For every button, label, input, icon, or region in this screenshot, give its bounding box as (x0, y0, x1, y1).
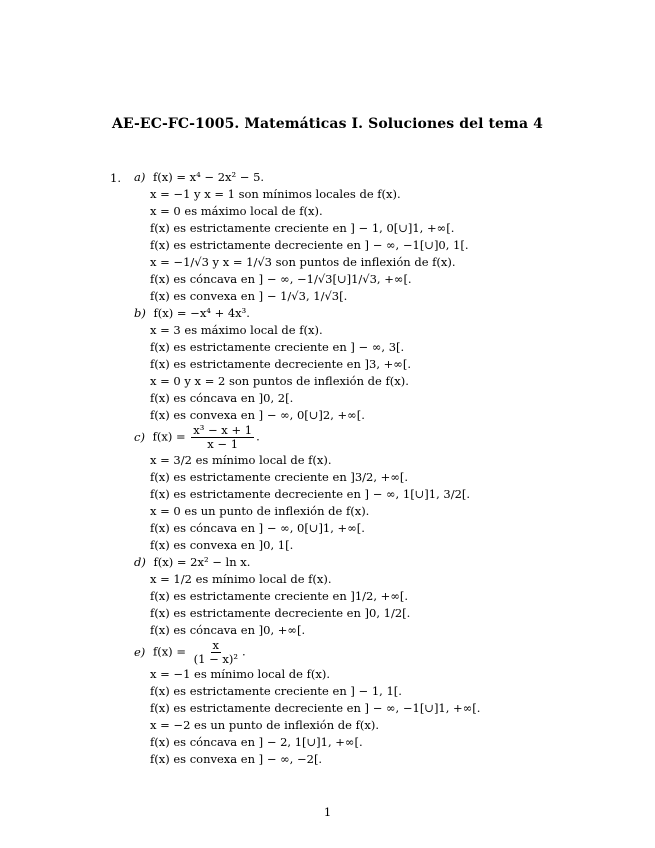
part-e-function-suffix: . (241, 644, 246, 659)
part-c-function-prefix: f(x) = (152, 429, 186, 444)
part-b-label: b) (134, 306, 146, 320)
page-number: 1 (323, 805, 332, 819)
part-c-label: c) (134, 429, 145, 444)
part-a-line-6: f(x) es cóncava en ] − ∞, −1/√3[∪]1/√3, +∞[. (150, 272, 412, 286)
part-e-fraction (192, 639, 240, 666)
part-d-line-2: f(x) es estrictamente creciente en ]1/2, +∞[. (150, 589, 409, 603)
part-b-line-4: x = 0 y x = 2 son puntos de inflexión de f(x). (150, 374, 409, 388)
part-a-line-5: x = −1/√3 y x = 1/√3 son puntos de inflexión de f(x). (150, 255, 456, 269)
part-c-denominator: x − 1 (207, 437, 239, 451)
part-c-line-4: x = 0 es un punto de inflexión de f(x). (150, 504, 370, 518)
part-e-line-3: f(x) es estrictamente decreciente en ] − ∞, −1[∪]1, +∞[. (150, 701, 481, 715)
part-d-line-3: f(x) es estrictamente decreciente en ]0, 1/2[. (150, 606, 411, 620)
part-a-line-1: x = −1 y x = 1 son mínimos locales de f(x). (150, 187, 401, 201)
part-b-line-6: f(x) es convexa en ] − ∞, 0[∪]2, +∞[. (150, 408, 365, 422)
part-a-function: f(x) = x⁴ − 2x² − 5. (153, 170, 265, 184)
part-d-header (134, 556, 250, 569)
part-c-line-3: f(x) es estrictamente decreciente en ] − ∞, 1[∪]1, 3/2[. (150, 487, 471, 501)
part-e-line-1: x = −1 es mínimo local de f(x). (150, 667, 330, 681)
part-d-line-4: f(x) es cóncava en ]0, +∞[. (150, 623, 306, 637)
part-e-line-4: x = −2 es un punto de inflexión de f(x). (150, 718, 379, 732)
part-d-line-1: x = 1/2 es mínimo local de f(x). (150, 572, 332, 586)
part-a-line-7: f(x) es convexa en ] − 1/√3, 1/√3[. (150, 289, 348, 303)
part-e-label: e) (134, 644, 146, 659)
part-b-function: f(x) = −x⁴ + 4x³. (153, 306, 250, 320)
part-b-line-5: f(x) es cóncava en ]0, 2[. (150, 391, 294, 405)
part-d-label: d) (134, 555, 146, 569)
part-e-line-2: f(x) es estrictamente creciente en ] − 1, 1[. (150, 684, 402, 698)
part-c-line-5: f(x) es cóncava en ] − ∞, 0[∪]1, +∞[. (150, 521, 365, 535)
part-c-line-2: f(x) es estrictamente creciente en ]3/2, +∞[. (150, 470, 409, 484)
part-b-header (134, 307, 250, 320)
part-e-line-5: f(x) es cóncava en ] − 2, 1[∪]1, +∞[. (150, 735, 363, 749)
problem-number: 1. (110, 171, 121, 185)
part-c-numerator: x³ − x + 1 (193, 423, 253, 437)
part-b-line-3: f(x) es estrictamente decreciente en ]3, +∞[. (150, 357, 412, 371)
part-a-line-2: x = 0 es máximo local de f(x). (150, 204, 323, 218)
part-c-function-suffix: . (256, 429, 260, 444)
part-e-denominator: (1 − x)² (193, 652, 238, 666)
part-c-fraction (191, 424, 254, 451)
page-title: AE-EC-FC-1005. Matemáticas I. Soluciones del tema 4 (112, 116, 543, 132)
part-e-numerator: x (212, 638, 220, 652)
part-a-header (134, 171, 264, 184)
part-c-header (134, 424, 260, 451)
part-b-line-1: x = 3 es máximo local de f(x). (150, 323, 323, 337)
part-b-line-2: f(x) es estrictamente creciente en ] − ∞, 3[. (150, 340, 405, 354)
part-a-label: a) (134, 170, 146, 184)
part-c-line-6: f(x) es convexa en ]0, 1[. (150, 538, 294, 552)
part-e-header (134, 639, 246, 666)
part-a-line-3: f(x) es estrictamente creciente en ] − 1, 0[∪]1, +∞[. (150, 221, 455, 235)
part-a-line-4: f(x) es estrictamente decreciente en ] − ∞, −1[∪]0, 1[. (150, 238, 469, 252)
part-e-line-6: f(x) es convexa en ] − ∞, −2[. (150, 752, 323, 766)
part-c-line-1: x = 3/2 es mínimo local de f(x). (150, 453, 332, 467)
part-d-function: f(x) = 2x² − ln x. (153, 555, 251, 569)
part-e-function-prefix: f(x) = (152, 644, 186, 659)
